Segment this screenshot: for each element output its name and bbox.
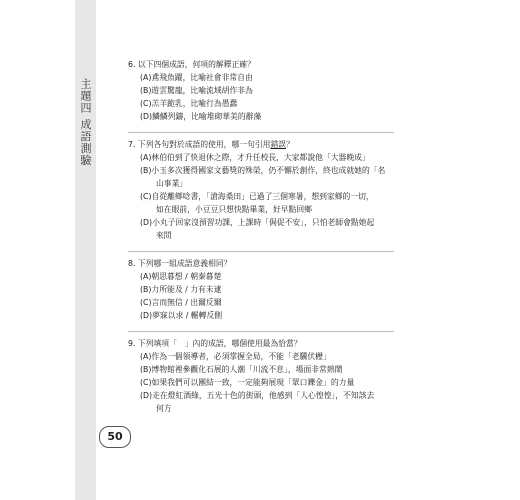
question-6 bbox=[128, 58, 394, 123]
option-b: (B)遊雲驚龍，比喻流域胡作非為 bbox=[140, 86, 253, 95]
stem-text: 7. 下列各句對於成語的使用，哪一句引用 bbox=[128, 140, 271, 149]
page-number: 50 bbox=[99, 426, 131, 448]
side-tab bbox=[75, 0, 96, 500]
option-d: (D)走在燈紅酒綠，五光十色的街頭，他感到「人心惶惶」，不知該去 bbox=[140, 391, 375, 400]
stem-end: ？ bbox=[286, 140, 294, 149]
option-c: (C)如果我們可以團結一致，一定能夠展現「眾口鑠金」的力量 bbox=[140, 378, 355, 387]
option-b: (B)力所能及 / 力有未逮 bbox=[140, 285, 222, 294]
option-c: (C)羔羊跪乳，比喻行為愚蠢 bbox=[140, 99, 238, 108]
option-d: (D)夢寐以求 / 輾轉反側 bbox=[140, 311, 223, 320]
side-label: 主題四 成語測驗 bbox=[79, 78, 92, 167]
question-stem: 6. 以下四個成語，何項的解釋正確？ bbox=[128, 60, 255, 69]
option-a: (A)朝思暮想 / 朝秦暮楚 bbox=[140, 272, 222, 281]
option-d: (D)小丸子回家沒預習功課，上課時「侷促不安」，只怕老師會點她起 bbox=[140, 218, 375, 227]
question-stem bbox=[128, 138, 394, 151]
option-c: (C)自從離鄉唸書，「滄海桑田」已過了三個寒暑，想到家鄉的一切， bbox=[140, 192, 374, 201]
option-b-continued: 山事業」 bbox=[156, 179, 188, 188]
stem-emphasis: 錯誤 bbox=[270, 140, 287, 149]
option-c: (C)言而無信 / 出爾反爾 bbox=[140, 298, 222, 307]
option-c-continued: 如在眼前，小豆豆只想快點畢業，好早點回鄉 bbox=[156, 205, 312, 214]
question-stem: 9. 下列填項「 」內的成語，哪個使用最為恰當？ bbox=[128, 339, 302, 348]
option-a: (A)林伯伯到了快退休之際，才升任校長，大家都說他「大器晚成」 bbox=[140, 153, 370, 162]
question-stem: 8. 下列哪一組成語意義相同？ bbox=[128, 259, 232, 268]
question-8 bbox=[128, 251, 394, 322]
question-list bbox=[128, 58, 394, 415]
question-9 bbox=[128, 331, 394, 415]
question-7 bbox=[128, 132, 394, 242]
option-d-continued: 何方 bbox=[156, 404, 172, 413]
option-d-continued: 來問 bbox=[156, 231, 172, 240]
option-b: (B)博物館裡參觀化石展的人潮「川流不息」，場面非常熱鬧 bbox=[140, 365, 343, 374]
option-a: (A)鳶飛魚躍，比喻社會非常自由 bbox=[140, 73, 253, 82]
option-b: (B)小玉多次獲得國家文藝獎的殊榮，仍不懈於創作，終也成就她的「名 bbox=[140, 166, 386, 175]
option-a: (A)作為一個領導者，必須掌握全局，不能「老驥伏櫪」 bbox=[140, 352, 331, 361]
option-d: (D)鱗鱗列鑄，比喻堆砌華美的辭藻 bbox=[140, 112, 262, 121]
